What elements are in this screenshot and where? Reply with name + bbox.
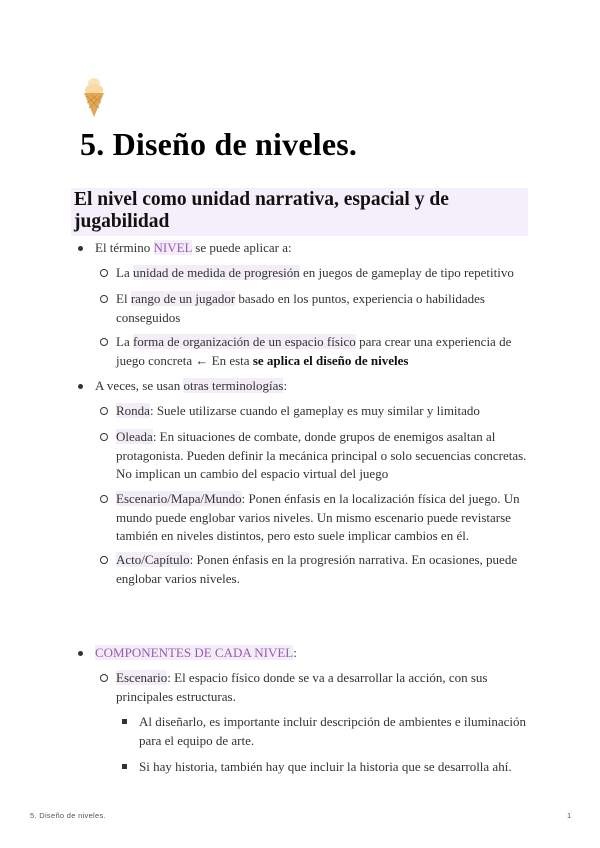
bullet-icon (78, 384, 83, 389)
bullet-icon (100, 295, 108, 303)
bullet-icon (78, 651, 83, 656)
bullet-icon (100, 674, 108, 682)
bullet-icon (100, 338, 108, 346)
bullet-icon (122, 719, 127, 724)
page-number: 1 (567, 811, 572, 820)
list-item: El término NIVEL se puede aplicar a: (95, 239, 292, 257)
page-title: 5. Diseño de niveles. (80, 126, 358, 162)
list-item: A veces, se usan otras terminologías: (95, 377, 287, 395)
bullet-icon (100, 556, 108, 564)
list-item: Escenario/Mapa/Mundo: Ponen énfasis en la localización física del juego. Un mundo puede englobar varios niveles. Un mismo escenario puede revistarse también en niveles distintos, pero esto suele implicar cambios en él. (116, 490, 528, 546)
list-item: Ronda: Suele utilizarse cuando el gameplay es muy similar y limitado (116, 402, 528, 421)
list-item: Si hay historia, también hay que incluir la historia que se desarrolla ahí. (139, 758, 529, 777)
list-item: El rango de un jugador basado en los puntos, experiencia o habilidades conseguidos (116, 290, 528, 327)
list-item: Oleada: En situaciones de combate, donde grupos de enemigos asaltan al protagonista. Pueden definir la mecánica principal o solo secuencias concretas. No implican un cambio del espacio virtual del juego (116, 428, 528, 484)
bullet-icon (78, 246, 83, 251)
term-highlight: NIVEL (153, 240, 193, 255)
list-item: Escenario: El espacio físico donde se va a desarrollar la acción, con sus principales estructuras. (116, 669, 528, 706)
bullet-icon (100, 269, 108, 277)
list-item: COMPONENTES DE CADA NIVEL: (95, 644, 297, 662)
section-heading: El nivel como unidad narrativa, espacial y de jugabilidad (71, 188, 528, 236)
bullet-icon (100, 407, 108, 415)
bullet-icon (100, 495, 108, 503)
bullet-icon (100, 433, 108, 441)
list-item: La forma de organización de un espacio físico para crear una experiencia de juego concreta ← En esta se aplica el diseño de niveles (116, 333, 528, 370)
term-highlight: COMPONENTES DE CADA NIVEL (95, 645, 294, 660)
list-item: Al diseñarlo, es importante incluir descripción de ambientes e iluminación para el equipo de arte. (139, 713, 529, 750)
ice-cream-icon (82, 74, 106, 118)
footer-title: 5. Diseño de niveles. (30, 811, 106, 820)
list-item: Acto/Capítulo: Ponen énfasis en la progresión narrativa. En ocasiones, puede englobar varios niveles. (116, 551, 528, 588)
bullet-icon (122, 764, 127, 769)
list-item: La unidad de medida de progresión en juegos de gameplay de tipo repetitivo (116, 264, 528, 283)
